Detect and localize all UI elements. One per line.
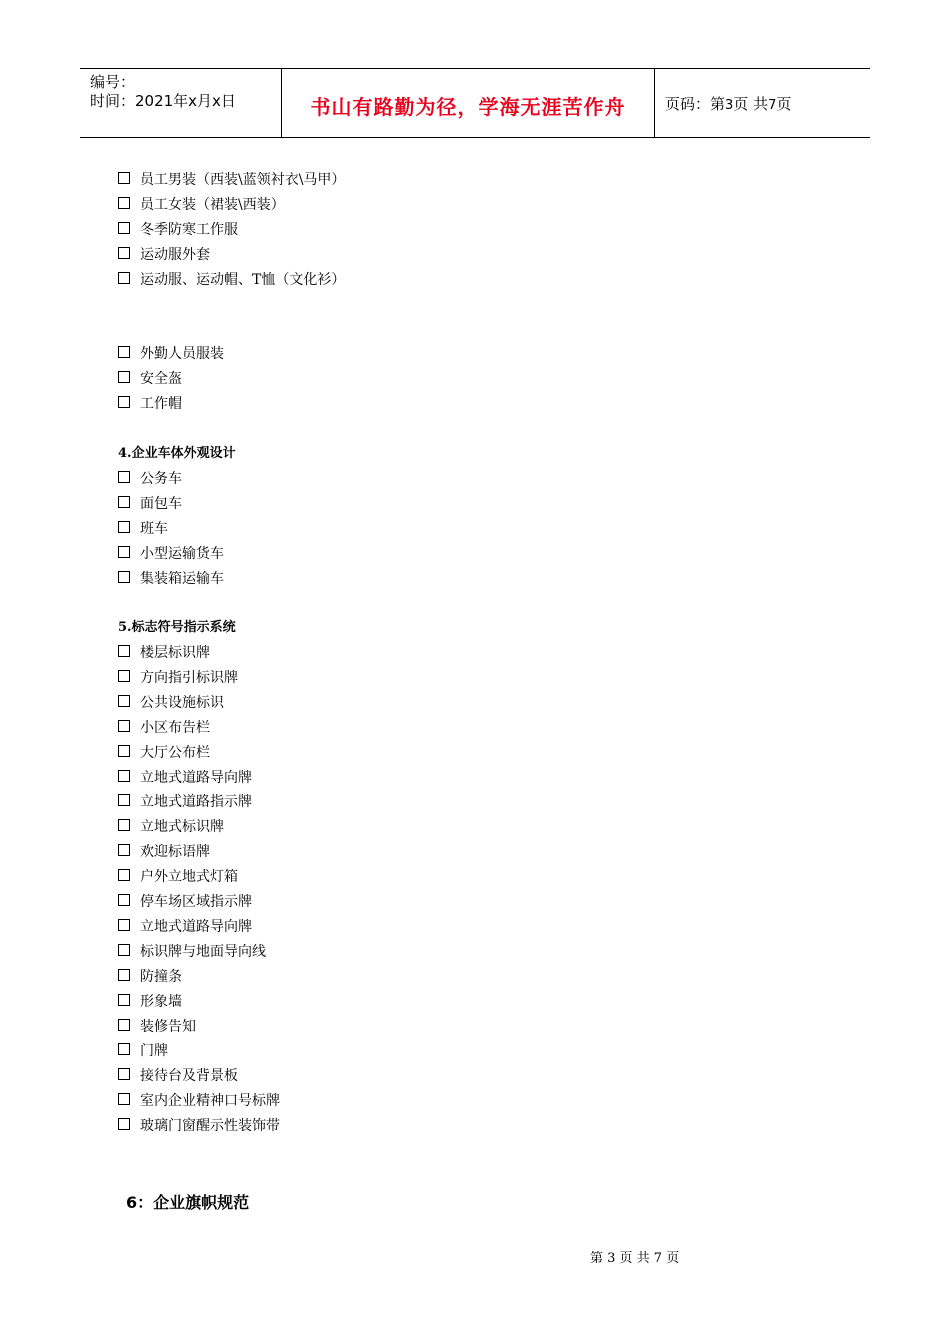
checklist-item	[118, 669, 238, 687]
checkbox-icon	[118, 819, 130, 831]
checklist-item-label: 停车场区域指示牌	[140, 894, 252, 910]
checkbox-icon	[118, 521, 130, 533]
checkbox-icon	[118, 346, 130, 358]
checkbox-icon	[118, 272, 130, 284]
checkbox-icon	[118, 844, 130, 856]
checklist-item	[118, 719, 210, 737]
checklist-item-label: 楼层标识牌	[140, 645, 210, 661]
checklist-item-label: 接待台及背景板	[140, 1068, 238, 1085]
checklist-item-label: 立地式道路指示牌	[140, 794, 252, 811]
checkbox-icon	[118, 994, 130, 1006]
page-mid: 页 共	[733, 95, 769, 113]
checklist-item-label: 小区布告栏	[140, 719, 210, 736]
serial-label: 编号：	[90, 73, 136, 91]
checkbox-icon	[118, 969, 130, 981]
checklist-item-label: 玻璃门窗醒示性装饰带	[140, 1118, 280, 1135]
checklist-item	[118, 918, 252, 936]
checklist-item-label: 安全盔	[140, 370, 182, 387]
checklist-item-label: 立地式道路导向牌	[140, 769, 252, 786]
checklist-item-label: 面包车	[140, 495, 182, 512]
checklist-item	[118, 968, 182, 986]
checkbox-icon	[118, 794, 130, 806]
checklist-item	[118, 769, 252, 787]
section-6-title: 6：企业旗帜规范	[126, 1193, 250, 1212]
checklist-item-label: 员工男装（西装\蓝领衬衣\马甲）	[140, 172, 346, 188]
header-motto: 书山有路勤为径，学海无涯苦作舟	[310, 95, 626, 119]
checklist-item-label: 公务车	[140, 471, 182, 487]
checklist-item-label: 员工女装（裙装\西装）	[140, 196, 285, 213]
checkbox-icon	[118, 1019, 130, 1031]
page-total: 7	[768, 98, 777, 113]
checklist-item	[118, 1018, 196, 1036]
checkbox-icon	[118, 869, 130, 881]
checklist-item	[118, 694, 224, 712]
checklist-item-label: 工作帽	[140, 395, 182, 412]
checklist-item	[118, 793, 252, 811]
checklist-item	[118, 520, 168, 538]
checklist-item-label: 门牌	[140, 1043, 168, 1060]
checklist-item-label: 欢迎标语牌	[140, 844, 210, 861]
checkbox-icon	[118, 172, 130, 184]
checklist-item	[118, 271, 345, 289]
checklist-item	[118, 1067, 238, 1085]
checkbox-icon	[118, 571, 130, 583]
checklist-item	[118, 893, 252, 911]
checkbox-icon	[118, 770, 130, 782]
checklist-item-label: 防撞条	[140, 968, 182, 985]
checklist-item	[118, 171, 345, 189]
checklist-item	[118, 818, 224, 836]
checklist-item-label: 运动服外套	[140, 246, 210, 263]
time-label: 时间：2021年x月x日	[90, 92, 236, 110]
checklist-item-label: 冬季防寒工作服	[140, 221, 238, 238]
page-footer: 第 3 页 共 7 页	[590, 1251, 680, 1266]
checklist-item-label: 大厅公布栏	[140, 744, 210, 761]
checklist-item	[118, 395, 182, 413]
checkbox-icon	[118, 894, 130, 906]
checklist-item	[118, 843, 210, 861]
checkbox-icon	[118, 247, 130, 259]
checklist-item-label: 立地式道路导向牌	[140, 918, 252, 935]
checkbox-icon	[118, 471, 130, 483]
checkbox-icon	[118, 1068, 130, 1080]
checklist-item	[118, 1042, 168, 1060]
checkbox-icon	[118, 670, 130, 682]
checklist-item	[118, 993, 182, 1011]
checkbox-icon	[118, 1093, 130, 1105]
checklist-item	[118, 868, 238, 886]
checkbox-icon	[118, 396, 130, 408]
checkbox-icon	[118, 546, 130, 558]
checklist-item	[118, 744, 210, 762]
page-header	[80, 68, 870, 138]
header-middle-cell	[282, 69, 655, 137]
checkbox-icon	[118, 197, 130, 209]
checklist-item-label: 形象墙	[140, 993, 182, 1010]
checkbox-icon	[118, 944, 130, 956]
checklist-item-label: 运动服、运动帽、T恤（文化衫）	[140, 271, 346, 288]
checklist-item	[118, 570, 224, 588]
checklist-item	[118, 943, 266, 961]
checklist-item	[118, 246, 210, 264]
checklist-item-label: 立地式标识牌	[140, 819, 224, 836]
checklist-item-label: 标识牌与地面导向线	[140, 943, 266, 960]
checklist-item	[118, 470, 182, 488]
checklist-item-label: 室内企业精神口号标牌	[140, 1093, 280, 1110]
checklist-item	[118, 345, 224, 363]
header-page-info	[665, 93, 791, 114]
checkbox-icon	[118, 745, 130, 757]
checkbox-icon	[118, 695, 130, 707]
checklist-item	[118, 1117, 280, 1135]
checkbox-icon	[118, 496, 130, 508]
checklist-item-label: 装修告知	[140, 1018, 196, 1035]
checklist-item	[118, 644, 210, 662]
page-suffix: 页	[776, 95, 792, 113]
checklist-item	[118, 545, 224, 563]
checklist-item-label: 公共设施标识	[140, 694, 224, 711]
checklist-item	[118, 1092, 280, 1110]
page-current: 3	[725, 98, 734, 113]
checklist-item-label: 小型运输货车	[140, 545, 224, 562]
checkbox-icon	[118, 919, 130, 931]
checklist-item	[118, 495, 182, 513]
checkbox-icon	[118, 371, 130, 383]
checklist-item	[118, 370, 182, 388]
checklist-item-label: 户外立地式灯箱	[140, 869, 238, 886]
checklist-item	[118, 196, 285, 214]
header-left-cell	[80, 69, 282, 137]
checkbox-icon	[118, 1118, 130, 1130]
checkbox-icon	[118, 222, 130, 234]
checkbox-icon	[118, 645, 130, 657]
checklist-item-label: 集装箱运输车	[140, 570, 224, 587]
checklist-item-label: 方向指引标识牌	[140, 669, 238, 686]
checklist-item-label: 班车	[140, 520, 168, 537]
section-4-title: 4.企业车体外观设计	[118, 446, 236, 461]
checklist-item	[118, 221, 238, 239]
checklist-item-label: 外勤人员服装	[140, 346, 224, 362]
checkbox-icon	[118, 720, 130, 732]
header-right-cell	[655, 69, 870, 137]
page-prefix: 页码：第	[665, 95, 726, 113]
section-5-title: 5.标志符号指示系统	[118, 620, 236, 635]
checkbox-icon	[118, 1043, 130, 1055]
